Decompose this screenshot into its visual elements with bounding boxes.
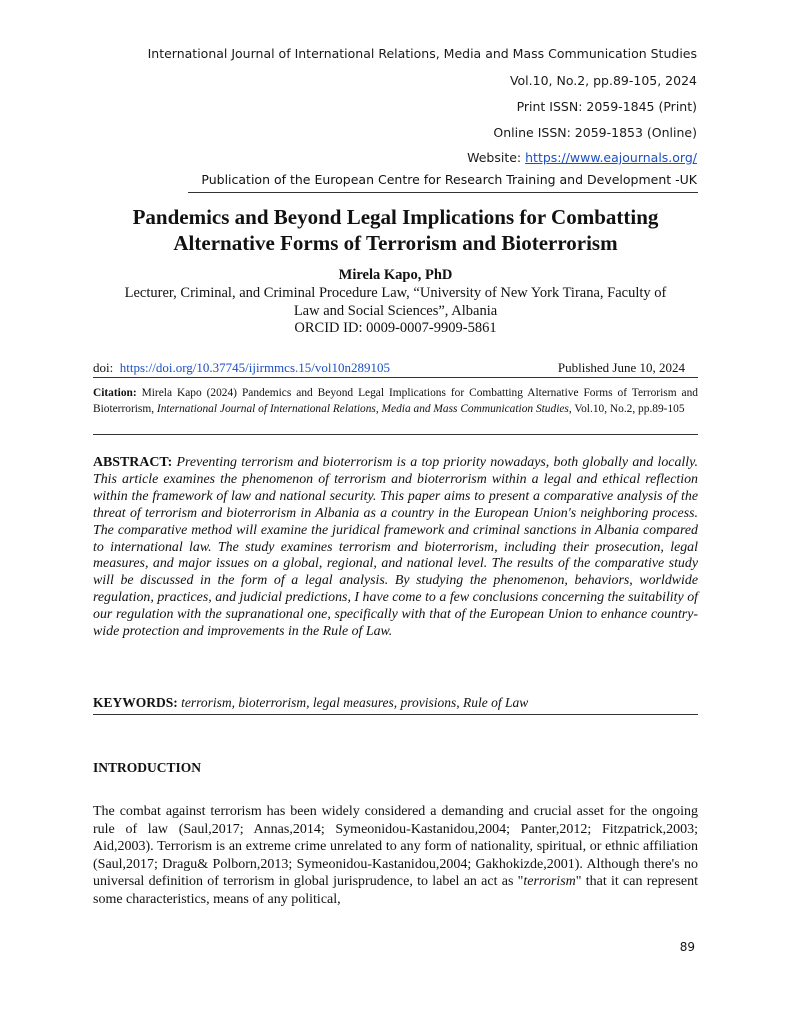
intro-text-2: " that it can represent some characteristics, means of any political,: [93, 874, 699, 907]
title-line-2: Alternative Forms of Terrorism and Bioterrorism: [173, 231, 618, 255]
website-link[interactable]: https://www.eajournals.org/: [525, 150, 697, 165]
volume-info: Vol.10, No.2, pp.89-105, 2024: [509, 73, 697, 88]
citation: [93, 386, 698, 417]
author-affiliation-1: Lecturer, Criminal, and Criminal Procedure Law, “University of New York Tirana, Faculty of: [124, 285, 667, 301]
introduction-paragraph: [93, 803, 698, 909]
citation-label: Citation:: [93, 387, 137, 399]
citation-tail: , Vol.10, No.2, pp.89-105: [568, 402, 685, 415]
keywords-text: terrorism, bioterrorism, legal measures, provisions, Rule of Law: [181, 695, 529, 710]
doi-divider: [93, 377, 698, 378]
keywords-divider: [93, 714, 698, 715]
publisher-line: Publication of the European Centre for Research Training and Development -UK: [201, 172, 697, 187]
author-name: Mirela Kapo, PhD: [338, 267, 453, 283]
doi-line: [93, 360, 390, 376]
doi-link[interactable]: https://doi.org/10.37745/ijirmmcs.15/vol10n289105: [119, 360, 390, 375]
author-affiliation-2: Law and Social Sciences”, Albania: [293, 303, 498, 319]
page-number: 89: [679, 940, 695, 954]
keywords-label: KEYWORDS:: [93, 695, 178, 710]
header-divider: [188, 192, 698, 193]
print-issn: Print ISSN: 2059-1845 (Print): [516, 99, 697, 114]
citation-divider: [93, 434, 698, 435]
abstract-label: ABSTRACT:: [93, 455, 173, 470]
website-line: [467, 150, 697, 165]
citation-text: Mirela Kapo (2024) Pandemics and Beyond Legal Implications for Combatting Alternative Forms of Terrorism and Bioterrorism,: [93, 387, 698, 415]
keywords: [93, 695, 528, 711]
journal-name: International Journal of International Relations, Media and Mass Communication Studies: [147, 46, 697, 61]
intro-italic-term: terrorism: [523, 874, 576, 890]
introduction-heading: INTRODUCTION: [93, 760, 202, 775]
author-orcid: ORCID ID: 0009-0007-9909-5861: [294, 320, 497, 336]
title-line-1: Pandemics and Beyond Legal Implications for Combatting: [132, 205, 659, 229]
website-label: Website:: [467, 150, 522, 165]
intro-text-1: The combat against terrorism has been widely considered a demanding and crucial asset for the ongoing rule of law (Saul,2017; Annas,2014; Symeonidou-Kastanidou,2004; Panter,2012; Fitzpatrick,2003; Aid,2003). Terrorism is an extreme crime unrelated to any form of nationality, spiritual, or ethnic affiliation (Saul,2017; Dragu& Polborn,2013; Symeonidou-Kastanidou,2004; Gakhokizde,2001). Although there's no universal definition of terrorism in global jurisprudence, to label an act as ": [93, 804, 698, 890]
abstract: [93, 455, 698, 641]
paper-title: [60, 204, 731, 256]
online-issn: Online ISSN: 2059-1853 (Online): [493, 125, 697, 140]
doi-label: doi:: [93, 360, 114, 375]
abstract-text: Preventing terrorism and bioterrorism is a top priority nowadays, both globally and locally. This article examines the phenomenon of terrorism and bioterrorism within a legal and ethical reflection within the framework of law and national security. This paper aims to present a comparative analysis of the threat of terrorism and bioterrorism in Albania as a country in the European Union's neighboring process. The comparative method will examine the juridical framework and criminal sanctions in Albania compared to international law. The study examines terrorism and bioterrorism, including their prosecution, legal measures, and major issues on a global, regional, and national level. The results of the comparative study will be discussed in the form of a legal analysis. By studying the phenomenon, behaviors, worldwide regulation, practices, and judicial predictions, I have come to a few conclusions concerning the suitability of our regulation with the supranational one, specifically with that of the European Union to enhance country-wide protection and improvements in the Rule of Law.: [93, 455, 698, 640]
citation-journal: International Journal of International Relations, Media and Mass Communication Studies: [156, 402, 569, 415]
published-date: Published June 10, 2024: [557, 360, 685, 375]
